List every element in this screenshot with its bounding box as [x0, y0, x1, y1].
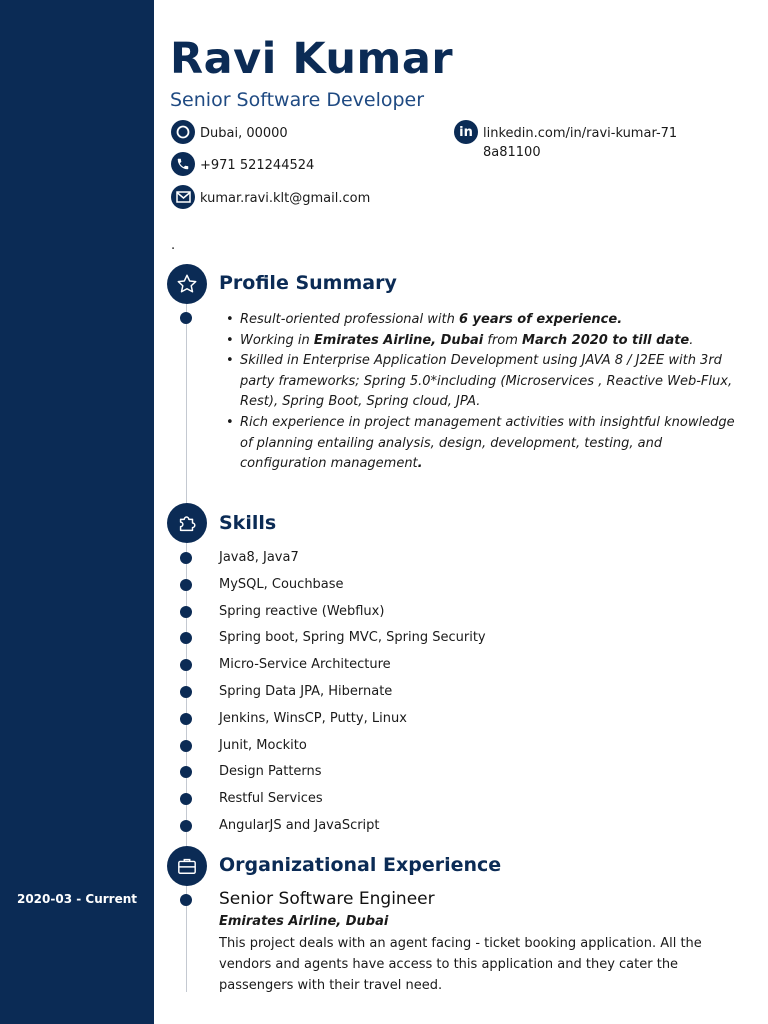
- contact-linkedin: [454, 124, 694, 162]
- location-pin-icon: [171, 120, 195, 144]
- contact-location: [171, 124, 288, 144]
- skill-item: Design Patterns: [219, 764, 322, 780]
- timeline-dot: [180, 312, 192, 324]
- skill-item: Spring Data JPA, Hibernate: [219, 683, 393, 699]
- puzzle-icon: [167, 503, 207, 543]
- job-title: Senior Software Engineer: [219, 889, 435, 909]
- location-text: Dubai, 00000: [200, 126, 288, 141]
- timeline-dot: [180, 820, 192, 832]
- linkedin-icon: in: [454, 120, 478, 144]
- profile-summary-list: [225, 310, 735, 475]
- experience-heading: Organizational Experience: [219, 854, 502, 876]
- summary-item: • Result-oriented professional with 6 years of experience.: [225, 310, 735, 331]
- timeline-dot: [180, 766, 192, 778]
- skill-item: Junit, Mockito: [219, 737, 307, 753]
- timeline-dot: [180, 894, 192, 906]
- timeline-dot: [180, 579, 192, 591]
- skill-item: MySQL, Couchbase: [219, 576, 344, 592]
- left-sidebar: [0, 0, 154, 1024]
- contact-phone: [171, 156, 314, 176]
- phone-icon: [171, 152, 195, 176]
- skills-list: [219, 549, 486, 844]
- job-title-header: Senior Software Developer: [170, 89, 425, 111]
- email-text[interactable]: kumar.ravi.klt@gmail.com: [200, 191, 371, 206]
- timeline-dot: [180, 740, 192, 752]
- timeline-line: [186, 300, 187, 992]
- skill-item: Micro-Service Architecture: [219, 657, 391, 673]
- skill-item: Jenkins, WinsCP, Putty, Linux: [219, 710, 407, 726]
- timeline-dot: [180, 686, 192, 698]
- contact-email: [171, 189, 370, 209]
- profile-summary-heading: Profile Summary: [219, 272, 397, 294]
- timeline-dot: [180, 552, 192, 564]
- linkedin-text[interactable]: linkedin.com/in/ravi-kumar-718a81100: [483, 126, 678, 160]
- briefcase-icon: [167, 846, 207, 886]
- stray-mark: .: [171, 238, 176, 253]
- phone-text[interactable]: +971 521244524: [200, 158, 315, 173]
- star-icon: [167, 264, 207, 304]
- timeline-dot: [180, 713, 192, 725]
- timeline-dot: [180, 659, 192, 671]
- summary-item: • Working in Emirates Airline, Dubai from March 2020 to till date.: [225, 331, 735, 352]
- job-dates: 2020-03 - Current: [16, 892, 138, 906]
- candidate-name: Ravi Kumar: [170, 34, 454, 84]
- skill-item: Spring reactive (Webflux): [219, 603, 385, 619]
- summary-item: • Skilled in Enterprise Application Development using JAVA 8 / J2EE with 3rd party frameworks; Spring 5.0*including (Microservices , Reactive Web-Flux, Rest), Spring Boot, Spring cloud, JPA.: [225, 351, 735, 413]
- skills-heading: Skills: [219, 512, 277, 534]
- skill-item: Restful Services: [219, 791, 323, 807]
- timeline-dot: [180, 793, 192, 805]
- skill-item: Java8, Java7: [219, 550, 299, 565]
- company-name: Emirates Airline, Dubai: [219, 914, 389, 929]
- skill-item: Spring boot, Spring MVC, Spring Security: [219, 630, 486, 646]
- job-description: This project deals with an agent facing - ticket booking application. All the vendors and agents have access to this application and they cater the passengers with their travel need.: [219, 936, 702, 993]
- skill-item: AngularJS and JavaScript: [219, 817, 380, 833]
- envelope-icon: [171, 185, 195, 209]
- timeline-dot: [180, 606, 192, 618]
- summary-item: • Rich experience in project management activities with insightful knowledge of planning entailing analysis, design, development, testing, and configuration management.: [225, 413, 735, 475]
- timeline-dot: [180, 632, 192, 644]
